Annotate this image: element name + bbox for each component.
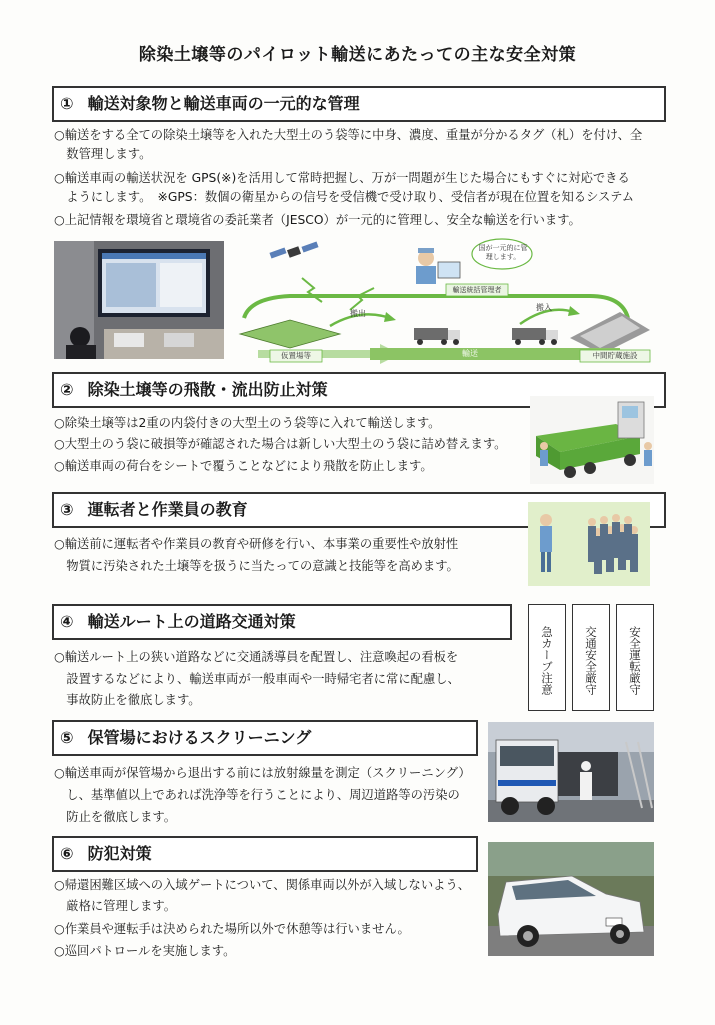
body-line: ○帰還困難区域への入域ゲートについて、関係車両以外が入域しないよう、: [54, 878, 471, 892]
section-number: ①: [60, 94, 74, 113]
body-line: 設置するなどにより、輸送車両が一般車両や一時帰宅者に常に配慮し、: [54, 672, 460, 686]
out-label: 搬出: [350, 309, 366, 318]
section-number: ②: [60, 380, 74, 399]
sign-traffic-safety: 交通安全厳守: [572, 604, 610, 711]
body-line: ○除染土壌等は2重の内袋付きの大型土のう袋等に入れて輸送します。: [54, 416, 441, 430]
destination-label: 中間貯蔵施設: [592, 351, 638, 360]
body-line: 厳格に管理します。: [54, 899, 176, 913]
section-2: [52, 372, 666, 484]
page-title: 除染土壌等のパイロット輸送にあたっての主な安全対策: [138, 45, 577, 65]
body-line: ○上記情報を環境省と環境省の委託業者（JESCO）が一元的に管理し、安全な輸送を行います。: [54, 213, 581, 227]
section-number: ③: [60, 500, 74, 519]
covered-truck-illustration: [530, 396, 654, 484]
body-line: ○大型土のう袋に破損等が確認された場合は新しい大型土のう袋に詰め替えます。: [54, 437, 507, 451]
section-heading: [52, 720, 478, 756]
speech-bubble: 国が一元的に管理します。: [478, 244, 528, 261]
truck-icon: [512, 328, 558, 345]
section-3: [52, 492, 666, 590]
body-line: し、基準値以上であれば洗浄等を行うことにより、周辺道路等の汚染の: [54, 788, 460, 802]
workers-training-illustration: [528, 502, 650, 586]
section-title: 輸送対象物と輸送車両の一元的な管理: [87, 94, 360, 113]
body-line: ○巡回パトロールを実施します。: [54, 944, 236, 958]
section-heading: [52, 604, 512, 640]
body-line: ○輸送をする全ての除染土壌等を入れた大型土のう袋等に中身、濃度、重量が分かるタグ（札）を付け、全: [54, 128, 643, 142]
section-title: 防犯対策: [87, 844, 152, 863]
section-heading: [52, 836, 478, 872]
section-6: [52, 836, 666, 966]
control-room-photo: [54, 241, 224, 359]
section-number: ⑥: [60, 844, 74, 863]
section-number: ⑤: [60, 728, 74, 747]
section-title: 運転者と作業員の教育: [87, 500, 248, 519]
body-line: 数管理します。: [54, 147, 152, 161]
section-title: 輸送ルート上の道路交通対策: [87, 612, 296, 631]
transport-flow-diagram: [230, 238, 666, 364]
section-1: [52, 86, 666, 366]
body-line: ○輸送ルート上の狭い道路などに交通誘導員を配置し、注意喚起の看板を: [54, 650, 459, 664]
body-line: 事故防止を徹底します。: [54, 693, 201, 707]
manager-label: 輸送統括管理者: [452, 286, 502, 294]
transport-label: 輸送: [462, 349, 478, 358]
origin-label: 仮置場等: [281, 351, 311, 360]
section-number: ④: [60, 612, 74, 631]
in-label: 搬入: [536, 303, 552, 312]
body-line: ○輸送前に運転者や作業員の教育や研修を行い、本事業の重要性や放射性: [54, 537, 459, 551]
section-title: 除染土壌等の飛散・流出防止対策: [87, 380, 328, 399]
satellite-icon: [269, 241, 318, 258]
body-line: 防止を徹底します。: [54, 810, 176, 824]
section-heading: [52, 86, 666, 122]
section-4: [52, 604, 666, 712]
section-title: 保管場におけるスクリーニング: [87, 728, 312, 747]
sign-safe-driving: 安全運転厳守: [616, 604, 654, 711]
body-line: ○作業員や運転手は決められた場所以外で休憩等は行いません。: [54, 922, 410, 936]
body-line: ようにします。 ※GPS：数個の衛星からの信号を受信機で受け取り、受信者が現在位置を知るシステム: [54, 190, 635, 204]
sign-curve-caution: 急カーブ注意: [528, 604, 566, 711]
body-line: ○輸送車両の荷台をシートで覆うことなどにより飛散を防止します。: [54, 459, 433, 473]
truck-icon: [414, 328, 460, 345]
body-line: ○輸送車両の輸送状況を GPS(※)を活用して常時把握し、万が一問題が生じた場合にもすぐに対応できる: [54, 171, 630, 185]
body-line: 物質に汚染された土壌等を扱うに当たっての意識と技能等を高めます。: [54, 559, 459, 573]
body-line: ○輸送車両が保管場から退出する前には放射線量を測定（スクリーニング）: [54, 766, 471, 780]
patrol-car-photo: [488, 842, 654, 956]
section-5: [52, 720, 666, 830]
screening-photo: [488, 722, 654, 822]
manager-figure: [416, 248, 460, 284]
